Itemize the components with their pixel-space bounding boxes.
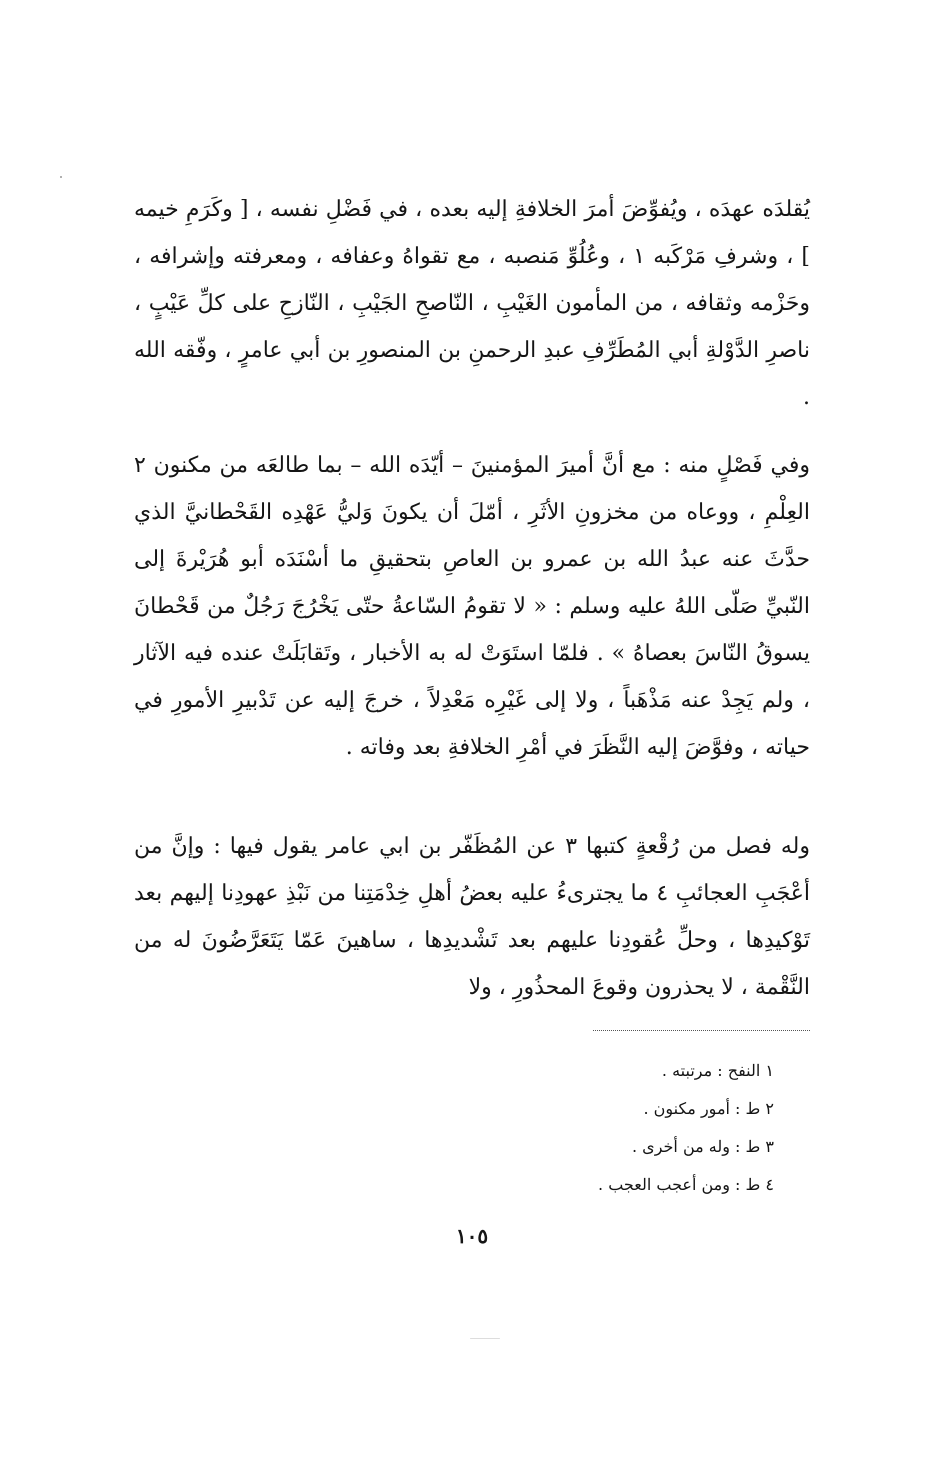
footnote-2: ٢ ط : أمور مكنون . bbox=[643, 1099, 774, 1118]
scan-speck bbox=[470, 1338, 500, 1339]
paragraph-1: يُقلدَه عهدَه ، ويُفوِّضَ أمرَ الخلافةِ إليه بعده ، في فَضْلِ نفسه ، [ وكَرَمِ خيمه ] ، وشرفِ مَرْكَبه ١ ، وعُلُوِّ مَنصبه ، مع تقواهُ وعفافه ، ومعرفته وإشرافه ، وحَزْمه وثقافه ، من المأمون الغَيْبِ ، النّاصحِ الجَيْبِ ، النّازحِ على كلِّ عَيْبٍ ، ناصرِ الدَّوْلةِ أبي المُطَرِّفِ عبدِ الرحمنِ بن المنصورِ بن أبي عامرٍ ، وفّقه الله . bbox=[134, 197, 810, 410]
footnote-1: ١ النفح : مرتبته . bbox=[661, 1061, 774, 1080]
page-number: ١٠٥ bbox=[455, 1224, 489, 1248]
paragraph-3: وله فصل من رُقْعةٍ كتبها ٣ عن المُظَفّر بن ابي عامر يقول فيها : وإنَّ من أعْجَبِ العجائبِ ٤ ما يجترىءُ عليه بعضُ أهلِ خِدْمَتِنا من نَبْذِ عهودِنا إليهم بعد تَوْكيدِها ، وحلِّ عُقودِنا عليهم بعد تَشْديدِها ، ساهينَ عَمّا يَتَعَرَّضُونَ له من النَّقْمة ، لا يحذرون وقوعَ المحذُورِ ، ولا bbox=[134, 834, 811, 1000]
footnotes bbox=[430, 1052, 774, 1204]
footnote-3: ٣ ط : وله من أخرى . bbox=[632, 1137, 774, 1156]
footnote-separator bbox=[593, 1030, 810, 1031]
paragraph-2: وفي فَصْلٍ منه : مع أنَّ أميرَ المؤمنينَ – أيّدَه الله – بما طالعَه من مكنون ٢ العِلْمِ ، ووعاه من مخزونِ الأثَرِ ، أمّلَ أن يكونَ وَليُّ عَهْدِه القَحْطانيَّ الذي حدَّثَ عنه عبدُ الله بن عمرو بن العاصِ بتحقيقِ ما أسْنَدَه أبو هُرَيْرةَ إلى النّبيِّ صَلّى اللهُ عليه وسلم : « لا تقومُ السّاعةُ حتّى يَخْرُجَ رَجُلٌ من قَحْطانَ يسوقُ النّاسَ بعصاهُ » . فلمّا استَوَتْ له به الأخبار ، وتَقابَلَتْ عنده فيه الآثار ، ولم يَجِدْ عنه مَذْهَباً ، ولا إلى غَيْرِه مَعْدِلاً ، خرجَ إليه عن تَدْبيرِ الأمورِ في حياته ، وفوَّضَ إليه النَّظَرَ في أمْرِ الخلافةِ بعد وفاته . bbox=[134, 453, 810, 760]
scan-speck bbox=[60, 176, 62, 178]
footnote-4: ٤ ط : ومن أعجب العجب . bbox=[598, 1175, 774, 1194]
